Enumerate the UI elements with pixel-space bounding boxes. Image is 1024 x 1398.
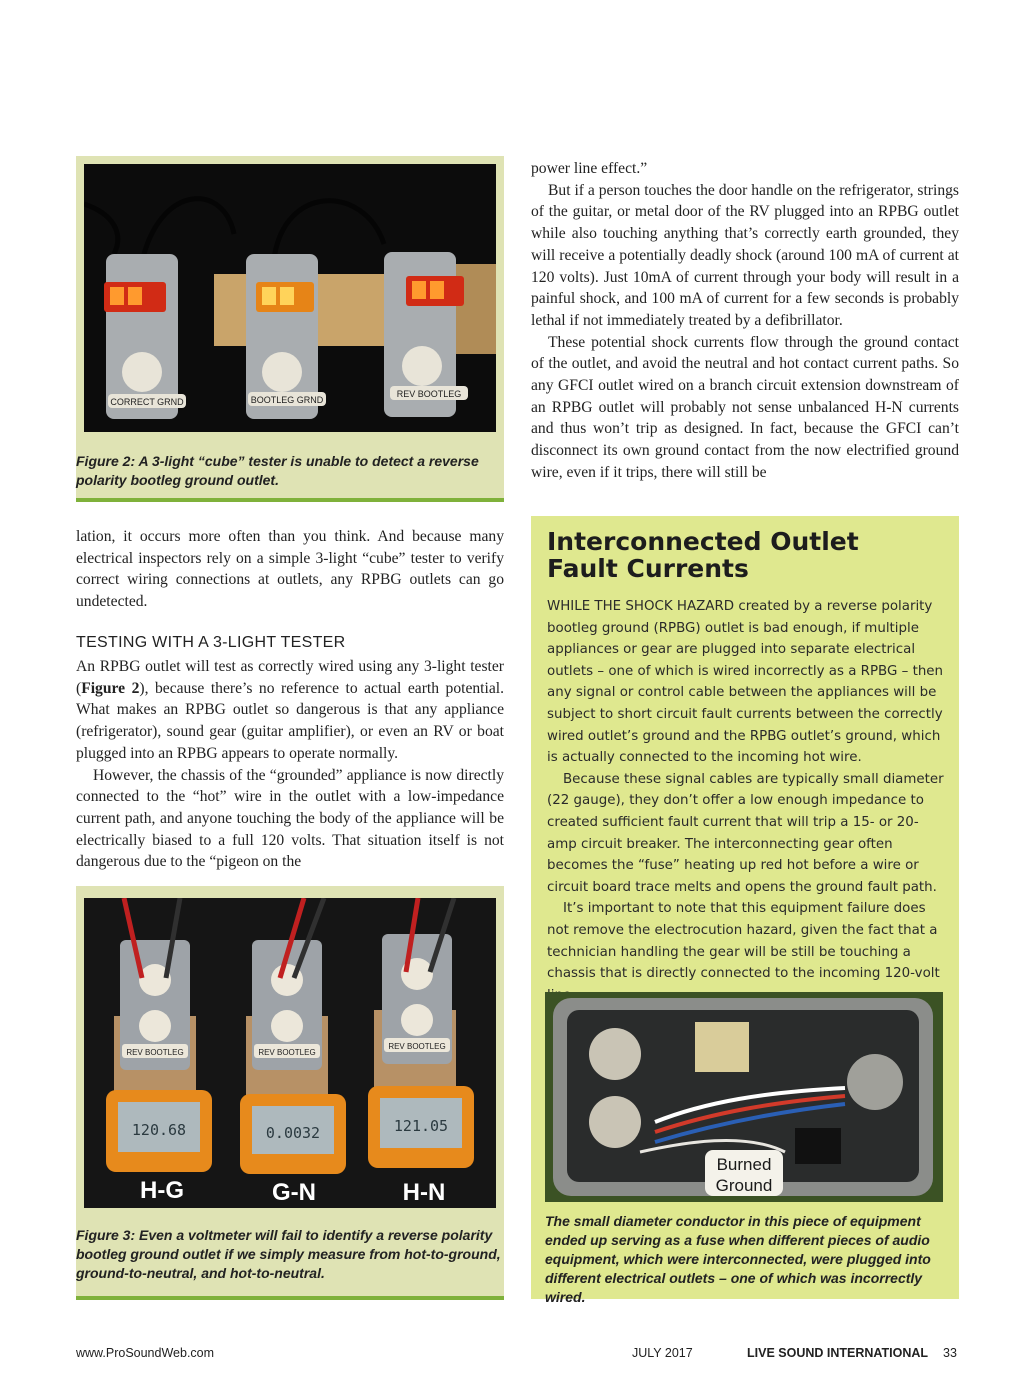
equipment-photo [545, 992, 943, 1202]
paragraph: WHILE THE SHOCK HAZARD created by a reverse polarity bootleg ground (RPBG) outlet is bad enough, if multiple appliances or gear are plugged into separate electrical outlets – one of which is wired incorrectly as a RPBG – then any signal or control cable between the appliances will be subject to short circuit fault currents between the correctly wired outlet’s ground and the RPBG outlet’s ground, which is actually connected to the incoming hot wire. [547, 599, 944, 766]
footer-url[interactable]: www.ProSoundWeb.com [76, 1346, 215, 1360]
footer-date: JULY 2017 [632, 1346, 693, 1360]
right-column-text [531, 158, 959, 484]
left-column-text [76, 656, 504, 873]
footer-magazine: LIVE SOUND INTERNATIONAL [747, 1346, 929, 1360]
voltmeter-photo [84, 898, 496, 1208]
outlet-label-2: REV BOOTLEG [258, 1048, 316, 1057]
paragraph: power line effect.” [531, 160, 648, 177]
paragraph: lation, it occurs more often than you think. And because many electrical inspectors rely on a simple 3-light “cube” tester to verify correct wiring connections at outlets, any RPBG outlets can go undetected. [76, 528, 504, 611]
figure-3 [76, 886, 504, 1300]
meter-reading-2: 0.0032 [265, 1124, 321, 1142]
sidebar-title: Interconnected Outlet Fault Currents [547, 527, 859, 583]
page-number: 33 [943, 1346, 957, 1360]
sidebar-caption: The small diameter conductor in this piece of equipment ended up serving as a fuse when different pieces of audio equipment, which were interconnected, were plugged into different electrical outlets – one of which was incorrectly wired. [545, 1213, 931, 1305]
sidebar-box [531, 516, 959, 1305]
paragraph: Because these signal cables are typically small diameter (22 gauge), they don’t offer a low enough impedance to created sufficient fault current that will trip a 15- or 20-amp circuit breaker. The interconnecting gear often becomes the “fuse” heating up red hot before a wire or circuit board trace melts and opens the ground fault path. [547, 771, 944, 895]
figure-3-caption: Figure 3: Even a voltmeter will fail to identify a reverse polarity bootleg ground outlet if we simply measure from hot-to-ground, ground-to-neutral, and hot-to-neutral. [76, 1227, 501, 1281]
sidebar-text [547, 596, 944, 1006]
tester-label-2: BOOTLEG GRND [250, 395, 324, 405]
paragraph: These potential shock currents flow through the ground contact of the outlet, and avoid the neutral and hot contact current paths. So any GFCI outlet wired on a branch circuit extension downstream of an RPBG outlet will probably not sense unbalanced H-N currents and thus won’t trip as designed. In fact, because the GFCI can’t disconnect its own ground contact from the now electrified ground wire, even if it trips, there will still be [531, 333, 959, 481]
photo-label-burned: Burned [716, 1155, 772, 1174]
tester-label-1: CORRECT GRND [110, 397, 184, 407]
figure-reference: Figure 2 [81, 679, 140, 697]
figure-3-rule [76, 1296, 504, 1300]
paragraph: But if a person touches the door handle on the refrigerator, strings of the guitar, or metal door of the RV plugged into an RPBG outlet while also touching anything that’s correctly earth grounded, they will receive a potentially deadly shock (around 100 mA of current at 120 volts). Just 10mA of current through your body will result in a painful shock, and 100 mA of current for a few seconds is probably lethal if not immediately treated by a defibrillator. [531, 181, 959, 329]
meter-reading-1: 120.68 [131, 1121, 187, 1139]
measure-label-hg: H-G [140, 1177, 184, 1204]
paragraph: However, the chassis of the “grounded” appliance is now directly connected to the “hot” wire in the outlet with a low-impedance current path, and anyone touching the body of the appliance will be electrically biased to a full 120 volts. That situation itself is not dangerous due to the “pigeon on the [76, 766, 504, 871]
figure-2-rule [76, 498, 504, 502]
sidebar-photo [545, 992, 943, 1202]
paragraph: An RPBG outlet will test as correctly wired using any 3-light tester (Figure 2), because there’s no reference to actual earth potential. What makes an RPBG outlet so dangerous is that any appliance (refrigerator), sound gear (guitar amplifier), or even an RV or boat plugged into an RPBG appears to operate normally. [76, 658, 505, 762]
outlet-label-3: REV BOOTLEG [388, 1042, 446, 1051]
paragraph: It’s important to note that this equipment failure does not remove the electrocution hazard, given the fact that a technician handling the gear will be still be touching a chassis that is directly connected to the incoming 120-volt [547, 901, 940, 982]
meter-reading-3: 121.05 [393, 1117, 449, 1135]
figure-2-photo [84, 164, 496, 432]
figure-3-photo [84, 898, 496, 1208]
left-column-intro [76, 526, 504, 613]
section-heading: TESTING WITH A 3-LIGHT TESTER [76, 634, 346, 651]
tester-label-3: REV BOOTLEG [396, 389, 462, 399]
measure-label-hn: H-N [402, 1179, 446, 1206]
outlet-label-1: REV BOOTLEG [126, 1048, 184, 1057]
photo-label-ground: Ground [715, 1176, 773, 1195]
figure-2-caption: Figure 2: A 3-light “cube” tester is unable to detect a reverse polarity bootleg ground outlet. [76, 453, 479, 488]
measure-label-gn: G-N [272, 1179, 316, 1206]
tester-photo [84, 164, 496, 432]
figure-2 [76, 156, 504, 500]
